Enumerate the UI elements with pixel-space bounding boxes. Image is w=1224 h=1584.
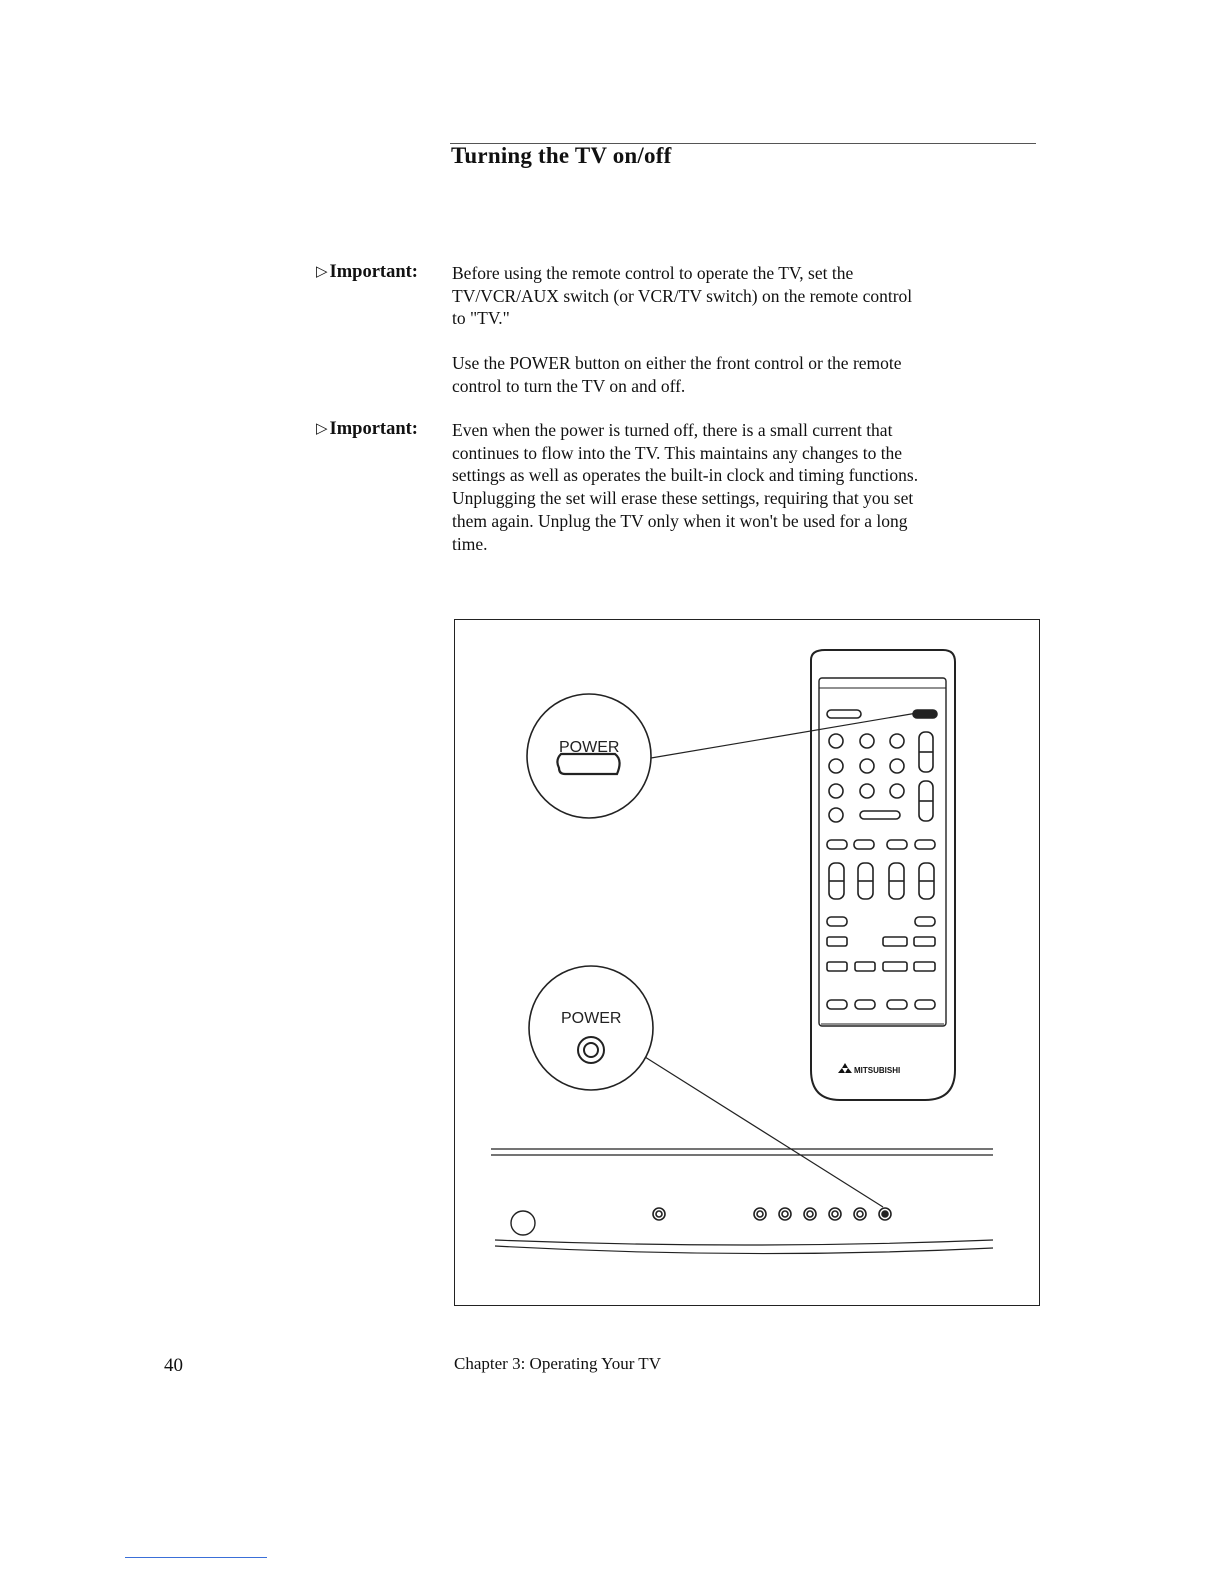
front-power-label: POWER xyxy=(561,1010,622,1027)
note-line: Even when the power is turned off, there is a small current that xyxy=(452,420,893,440)
body-line: Use the POWER button on either the front control or the remote xyxy=(452,353,902,373)
note-line: settings as well as operates the built-in clock and timing functions. xyxy=(452,465,919,486)
remote-power-callout xyxy=(527,694,917,818)
note-line: to "TV." xyxy=(452,308,510,329)
front-power-callout xyxy=(529,966,883,1207)
important-note-1 xyxy=(452,262,1042,330)
power-instructions xyxy=(452,352,1042,397)
remote-control-icon xyxy=(811,650,955,1100)
note-line: time. xyxy=(452,533,488,554)
important-note-label-1 xyxy=(316,262,418,283)
page-number: 40 xyxy=(164,1355,183,1376)
note-line: them again. Unplug the TV only when it won't be used for a long xyxy=(452,510,908,531)
important-label-text: Important: xyxy=(329,419,418,439)
chapter-footer: Chapter 3: Operating Your TV xyxy=(454,1354,661,1373)
footer-link-line xyxy=(125,1557,267,1558)
important-label-text: Important: xyxy=(329,262,418,282)
page-title: Turning the TV on/off xyxy=(451,143,672,168)
body-line: control to turn the TV on and off. xyxy=(452,375,686,396)
triangle-marker-icon: ▷ xyxy=(316,419,328,437)
tv-front-panel-icon xyxy=(491,1149,993,1254)
important-note-label-2 xyxy=(316,419,418,440)
power-button-figure xyxy=(454,619,1040,1306)
note-line: TV/VCR/AUX switch (or VCR/TV switch) on the remote control xyxy=(452,285,913,306)
remote-power-label: POWER xyxy=(559,739,620,756)
important-note-2 xyxy=(452,419,1042,555)
remote-brand-label: MITSUBISHI xyxy=(854,1066,901,1075)
mitsubishi-logo-icon xyxy=(838,1063,852,1073)
note-line: Before using the remote control to operate the TV, set the xyxy=(452,263,854,283)
triangle-marker-icon: ▷ xyxy=(316,262,328,280)
note-line: Unplugging the set will erase these settings, requiring that you set xyxy=(452,488,914,509)
note-line: continues to flow into the TV. This maintains any changes to the xyxy=(452,442,903,463)
figure-illustration xyxy=(455,620,1041,1307)
